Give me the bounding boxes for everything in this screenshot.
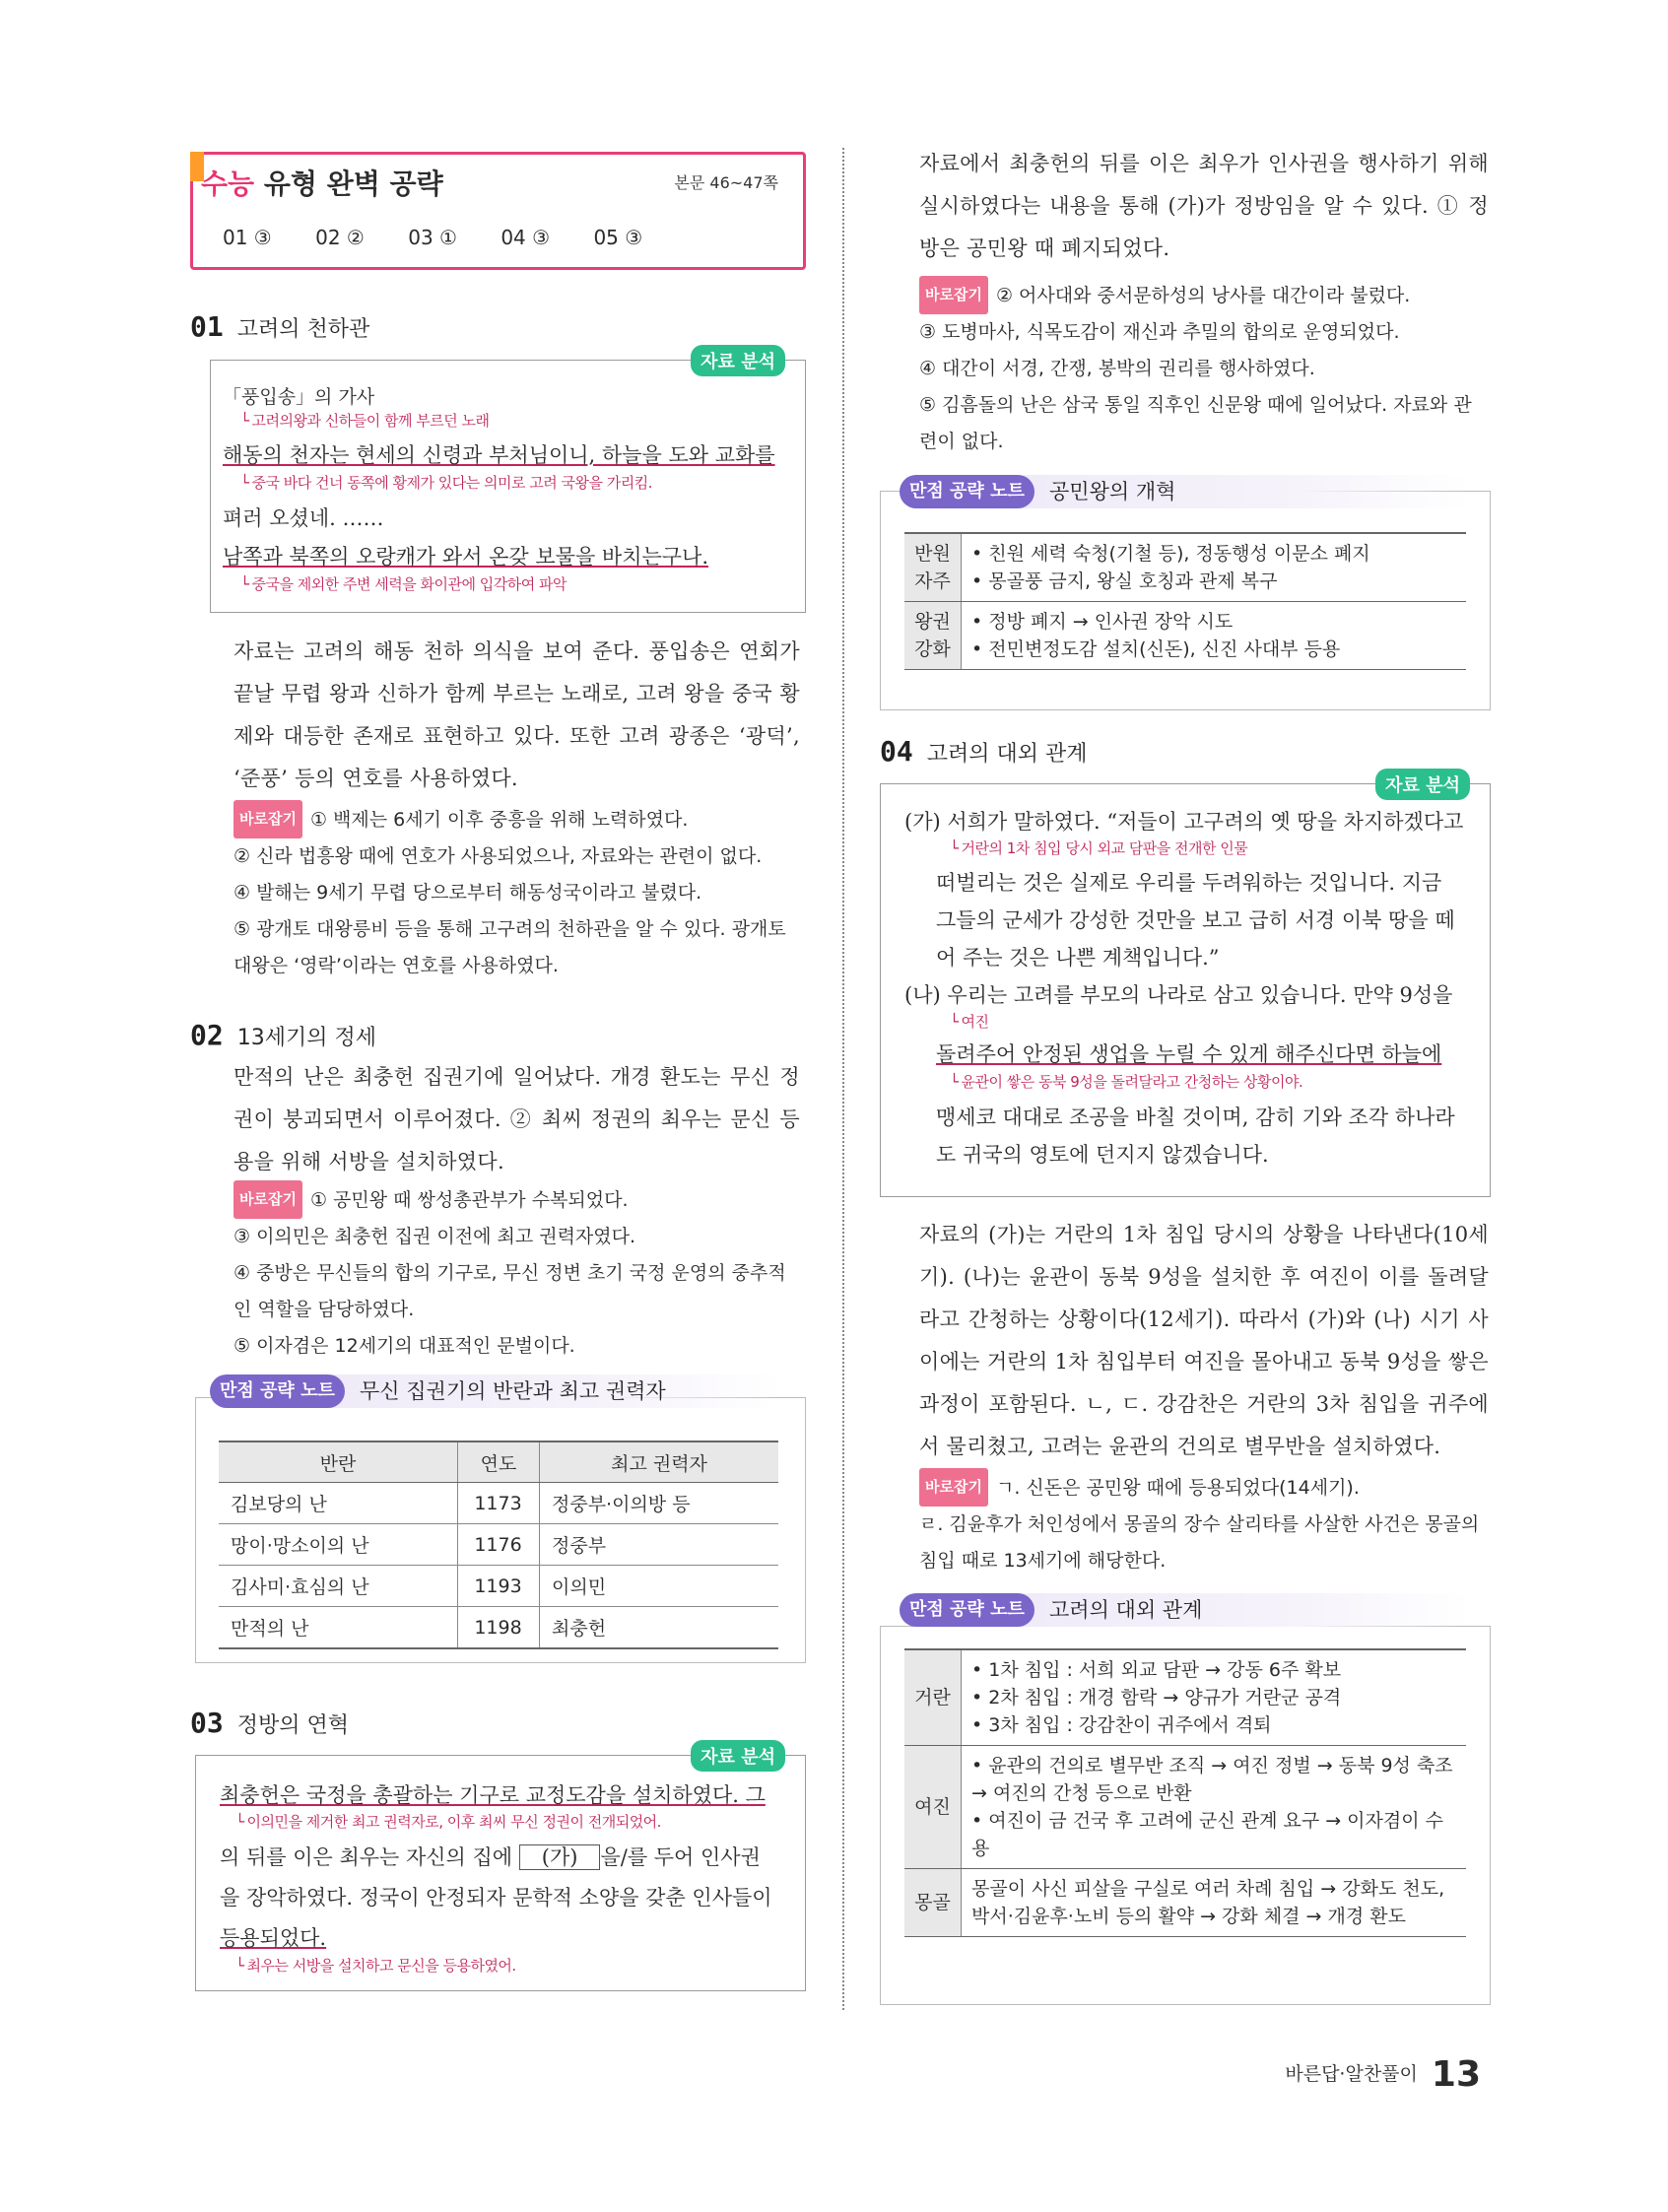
table-row: 왕권 강화 • 정방 폐지 → 인사권 장악 시도 • 전민변정도감 설치(신돈), 신진 사대부 등용: [904, 602, 1466, 670]
correction-item: 바로잡기 ㄱ. 신돈은 공민왕 때에 등용되었다(14세기).: [919, 1468, 1489, 1507]
table-header: 최고 권력자: [540, 1441, 779, 1483]
q03-explanation: 자료에서 최충헌의 뒤를 이은 최우가 인사권을 행사하기 위해 실시하였다는 내용을 통해 (가)가 정방임을 알 수 있다. ① 정방은 공민왕 때 폐지되었다.: [919, 152, 1489, 260]
q02-heading: 02 13세기의 정세: [190, 1019, 376, 1051]
annotation: └ 여진: [950, 1011, 989, 1032]
q03-heading: 03 정방의 연혁: [190, 1707, 349, 1739]
answer-box-title: 수능 유형 완벽 공략: [201, 168, 443, 200]
book-title: 바른답·알찬풀이: [1285, 2063, 1418, 2085]
q03-note-header: [900, 475, 1471, 508]
q04-note-header: [900, 1593, 1471, 1627]
source-line: 남쪽과 북쪽의 오랑캐가 와서 온갖 보물을 바치는구나.: [223, 545, 709, 569]
correction-item: ⑤ 이자겸은 12세기의 대표적인 문벌이다.: [234, 1335, 575, 1357]
table-header: 연도: [458, 1441, 540, 1483]
answer-summary-box: [190, 152, 806, 270]
note-title: 무신 집권기의 반란과 최고 권력자: [360, 1379, 666, 1403]
source-line: 도 귀국의 영토에 던지지 않겠습니다.: [936, 1143, 1269, 1167]
source-analysis-tag: 자료 분석: [1375, 769, 1470, 800]
annotation: └ 고려의왕과 신하들이 함께 부르던 노래: [240, 410, 489, 431]
source-line: 펴러 오셨네. ……: [223, 506, 384, 530]
source-line: (나) 우리는 고려를 부모의 나라로 삼고 있습니다. 만약 9성을: [904, 983, 1453, 1007]
source-line: 돌려주어 안정된 생업을 누릴 수 있게 해주신다면 하늘에: [936, 1042, 1442, 1066]
correction-item: ④ 대간이 서경, 간쟁, 봉박의 권리를 행사하였다.: [919, 358, 1315, 379]
q03-source-box: [195, 1747, 806, 1991]
answer-item: 04 ③: [500, 226, 551, 249]
note-title: 고려의 대외 관계: [1049, 1598, 1203, 1622]
table-row: 거란 • 1차 침입 : 서희 외교 담판 → 강동 6주 확보 • 2차 침입 : 개경 함락 → 양규가 거란군 공격 • 3차 침입 : 강감찬이 귀주에서 격퇴: [904, 1649, 1466, 1746]
annotation: └ 중국을 제외한 주변 세력을 화이관에 입각하여 파악: [240, 573, 567, 594]
column-divider: [842, 148, 844, 2010]
table-row: 만적의 난 1198 최충헌: [219, 1607, 778, 1649]
correction-item: ③ 도병마사, 식목도감이 재신과 추밀의 합의로 운영되었다.: [919, 321, 1400, 343]
table-row: 반원 자주 • 친원 세력 숙청(기철 등), 정동행성 이문소 폐지 • 몽골풍 금지, 왕실 호칭과 관제 복구: [904, 533, 1466, 602]
q01-source-box: [210, 352, 806, 613]
source-line: 떠벌리는 것은 실제로 우리를 두려워하는 것입니다. 지금: [936, 871, 1442, 895]
page-reference: 본문 46~47쪽: [674, 173, 778, 192]
correction-item: ㄹ. 김윤후가 처인성에서 몽골의 장수 살리타를 사살한 사건은 몽골의 침입 때로 13세기에 해당한다.: [919, 1513, 1480, 1572]
q04-corrections: [919, 1468, 1489, 1579]
correction-item: 바로잡기 ② 어사대와 중서문하성의 낭사를 대간이라 불렀다.: [919, 276, 1489, 314]
source-line: 최충헌은 국정을 총괄하는 기구로 교정도감을 설치하였다. 그: [220, 1783, 766, 1807]
page-number: 13: [1431, 2054, 1481, 2095]
source-line: 어 주는 것은 나쁜 계책입니다.”: [936, 946, 1220, 970]
answer-item: 01 ③: [223, 226, 272, 249]
q01-corrections: [234, 800, 800, 984]
note-tag: 만점 공략 노트: [900, 475, 1034, 508]
q04-source-box: [880, 775, 1491, 1197]
annotation: └ 이의민을 제거한 최고 권력자로, 이후 최씨 무신 정권이 전개되었어.: [235, 1811, 661, 1832]
correction-item: 바로잡기 ① 백제는 6세기 이후 중흥을 위해 노력하였다.: [234, 800, 800, 838]
source-line: 의 뒤를 이은 최우는 자신의 집에 (가) 을/를 두어 인사권: [220, 1845, 761, 1869]
source-title: 「풍입송」의 가사: [223, 386, 375, 408]
q02-corrections: [234, 1180, 800, 1365]
note-tag: 만점 공략 노트: [210, 1374, 345, 1408]
page-footer: [1285, 2054, 1481, 2095]
rebellion-table: [219, 1441, 778, 1649]
source-line: 맹세코 대대로 조공을 바칠 것이며, 감히 기와 조각 하나라: [936, 1106, 1455, 1129]
table-header: 반란: [219, 1441, 458, 1483]
correction-item: 바로잡기 ① 공민왕 때 쌍성총관부가 수복되었다.: [234, 1180, 800, 1219]
q04-heading: 04 고려의 대외 관계: [880, 735, 1088, 768]
note-title: 공민왕의 개혁: [1049, 480, 1176, 503]
blank-box: (가): [519, 1844, 601, 1870]
correction-item: ② 신라 법흥왕 때에 연호가 사용되었으나, 자료와는 관련이 없다.: [234, 845, 763, 867]
correction-item: ④ 중방은 무신들의 합의 기구로, 무신 정변 초기 국정 운영의 중추적인 역할을 담당하였다.: [234, 1262, 786, 1320]
annotation: └ 윤관이 쌓은 동북 9성을 돌려달라고 간청하는 상황이야.: [950, 1071, 1302, 1092]
table-row: 몽골 몽골이 사신 피살을 구실로 여러 차례 침입 → 강화도 천도, 박서·김윤후·노비 등의 활약 → 강화 체결 → 개경 환도: [904, 1869, 1466, 1937]
answer-item: 03 ①: [408, 226, 457, 249]
source-line: 을 장악하였다. 정국이 안정되자 문학적 소양을 갖춘 인사들이: [220, 1886, 772, 1910]
correction-tag: 바로잡기: [919, 276, 988, 314]
answer-list: [223, 226, 680, 249]
answer-item: 05 ③: [593, 226, 643, 249]
q01-explanation: 자료는 고려의 해동 천하 의식을 보여 준다. 풍입송은 연회가 끝날 무렵 왕과 신하가 함께 부르는 노래로, 고려 왕을 중국 황제와 대등한 존재로 표현하고 있다. 또한 고려 광종은 ‘광덕’, ‘준풍’ 등의 연호를 사용하였다.: [234, 639, 800, 790]
correction-tag: 바로잡기: [919, 1468, 988, 1507]
answer-item: 02 ②: [315, 226, 365, 249]
annotation: └ 최우는 서방을 설치하고 문신을 등용하였어.: [235, 1955, 516, 1976]
correction-item: ④ 발해는 9세기 무렵 당으로부터 해동성국이라고 불렸다.: [234, 882, 702, 904]
reform-table: [904, 532, 1466, 670]
table-row: 김보당의 난 1173 정중부·이의방 등: [219, 1483, 778, 1524]
q02-note-header: [210, 1374, 781, 1408]
q02-explanation: 만적의 난은 최충헌 집권기에 일어났다. 개경 환도는 무신 정권이 붕괴되면서 이루어졌다. ② 최씨 정권의 최우는 문신 등용을 위해 서방을 설치하였다.: [234, 1065, 800, 1173]
source-line: 해동의 천자는 현세의 신령과 부처님이니, 하늘을 도와 교화를: [223, 443, 775, 467]
q01-heading: 01 고려의 천하관: [190, 310, 370, 343]
correction-tag: 바로잡기: [234, 800, 302, 838]
foreign-relations-table: [904, 1648, 1466, 1937]
source-analysis-tag: 자료 분석: [691, 1740, 785, 1772]
q04-explanation: 자료의 (가)는 거란의 1차 침입 당시의 상황을 나타낸다(10세기). (나)는 윤관이 동북 9성을 설치한 후 여진이 이를 돌려달라고 간청하는 상황이다(12세기). 따라서 (가)와 (나) 시기 사이에는 거란의 1차 침입부터 여진을 몰아내고 동북 9성을 쌓은 과정이 포함된다. ㄴ, ㄷ. 강감찬은 거란의 3차 침입을 귀주에서 물리쳤고, 고려는 윤관의 건의로 별무반을 설치하였다.: [919, 1223, 1489, 1458]
correction-item: ③ 이의민은 최충헌 집권 이전에 최고 권력자였다.: [234, 1226, 636, 1247]
correction-item: ⑤ 광개토 대왕릉비 등을 통해 고구려의 천하관을 알 수 있다. 광개토 대왕은 ‘영락’이라는 연호를 사용하였다.: [234, 918, 786, 976]
source-line: (가) 서희가 말하였다. “저들이 고구려의 옛 땅을 차지하겠다고: [904, 810, 1464, 834]
q03-corrections: [919, 276, 1489, 460]
table-row: 망이·망소이의 난 1176 정중부: [219, 1524, 778, 1566]
correction-tag: 바로잡기: [234, 1180, 302, 1219]
note-tag: 만점 공략 노트: [900, 1593, 1034, 1627]
source-line: 등용되었다.: [220, 1926, 327, 1950]
source-line: 그들의 군세가 강성한 것만을 보고 급히 서경 이북 땅을 떼: [936, 908, 1455, 932]
correction-item: ⑤ 김흠돌의 난은 삼국 통일 직후인 신문왕 때에 일어났다. 자료와 관련이 없다.: [919, 394, 1472, 452]
table-row: 여진 • 윤관의 건의로 별무반 조직 → 여진 정벌 → 동북 9성 축조 → 여진의 간청 등으로 반환 • 여진이 금 건국 후 고려에 군신 관계 요구 → 이자겸이 수용: [904, 1746, 1466, 1869]
source-analysis-tag: 자료 분석: [691, 345, 785, 376]
annotation: └ 거란의 1차 침입 당시 외교 담판을 전개한 인물: [950, 838, 1247, 858]
annotation: └ 중국 바다 건너 동쪽에 황제가 있다는 의미로 고려 국왕을 가리킴.: [240, 472, 652, 493]
table-row: 김사미·효심의 난 1193 이의민: [219, 1566, 778, 1607]
